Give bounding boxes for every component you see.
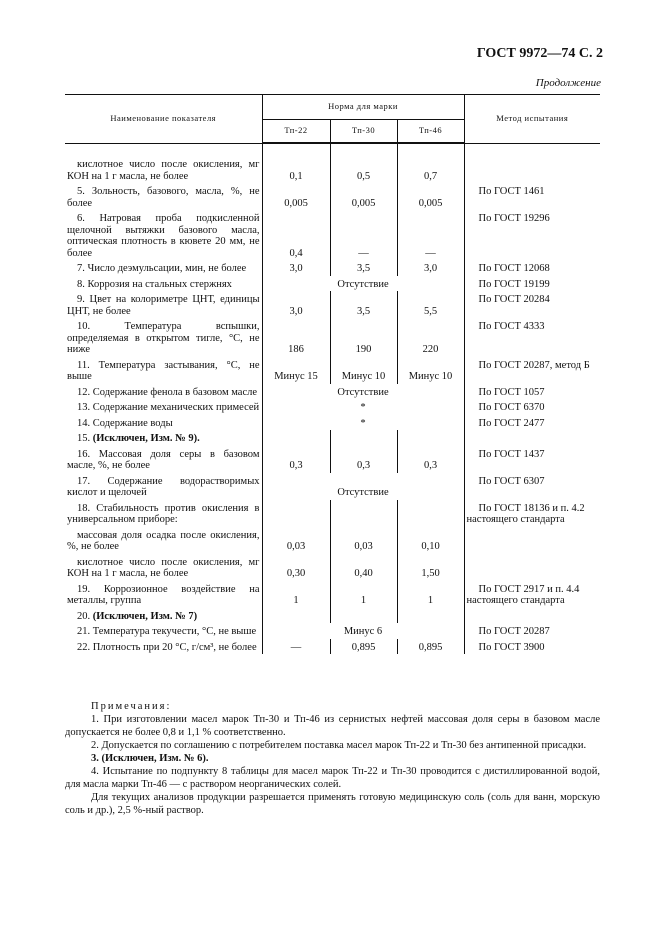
col-header-grade: Тп-46 — [397, 120, 464, 144]
notes — [65, 700, 600, 817]
row-name — [65, 276, 262, 292]
col-header-grade: Тп-22 — [262, 120, 330, 144]
grade-value — [262, 430, 330, 446]
grade-value: 0,5 — [330, 156, 397, 183]
grade-value: — — [262, 639, 330, 655]
grade-value: 0,1 — [262, 156, 330, 183]
grade-value: 3,0 — [397, 260, 464, 276]
specs-table — [65, 94, 600, 654]
row-name — [65, 430, 262, 446]
row-name-text: 7. Число деэмульсации, мин, не более — [77, 263, 247, 274]
test-method — [464, 430, 600, 446]
row-name-text: 16. Массовая доля серы в базовом масле, %, не более — [67, 448, 260, 471]
grade-value: 1,50 — [397, 554, 464, 581]
grade-value — [262, 500, 330, 527]
grade-value: 3,5 — [330, 260, 397, 276]
grade-value: 186 — [262, 318, 330, 357]
continuation-label: Продолжение — [535, 77, 601, 89]
row-name — [65, 500, 262, 527]
table-row — [65, 260, 600, 276]
grade-value: 220 — [397, 318, 464, 357]
grade-value: — — [330, 210, 397, 260]
row-name — [65, 318, 262, 357]
test-method — [464, 156, 600, 183]
grade-value: 3,5 — [330, 291, 397, 318]
table-row — [65, 276, 600, 292]
test-method: По ГОСТ 2917 и п. 4.4 настоящего стандарта — [464, 581, 600, 608]
row-name-text: 11. Температура застывания, °С, не выше — [67, 359, 260, 382]
row-name — [65, 446, 262, 473]
table-row — [65, 446, 600, 473]
col-header-grade: Тп-30 — [330, 120, 397, 144]
grade-value — [330, 608, 397, 624]
row-name-text: 6. Натровая проба подкисленной щелочной вытяжки базового масла, оптическая плотность в кювете 20 мм, не более — [67, 213, 260, 259]
grade-value: 0,895 — [330, 639, 397, 655]
row-name-text: 10. Температура вспышки, определяемая в открытом тигле, °С, не ниже — [67, 321, 260, 355]
row-name-text: массовая доля осадка после окисления, %, не более — [67, 529, 260, 552]
row-name-text: 19. Коррозионное воздействие на металлы, группа — [67, 583, 260, 606]
note-item: 3. (Исключен, Изм. № 6). — [91, 753, 209, 764]
row-name-text: 17. Содержание водорастворимых кислот и щелочей — [67, 475, 260, 498]
row-name — [65, 623, 262, 639]
row-name-text: 9. Цвет на колориметре ЦНТ, единицы ЦНТ, не более — [67, 294, 260, 317]
test-method: По ГОСТ 6370 — [464, 399, 600, 415]
merged-value: * — [262, 399, 464, 415]
row-name-text: 18. Стабильность против окисления в универсальном приборе: — [67, 502, 260, 525]
table-row — [65, 210, 600, 260]
row-name — [65, 473, 262, 500]
row-name — [65, 183, 262, 210]
table-row — [65, 623, 600, 639]
test-method: По ГОСТ 4333 — [464, 318, 600, 357]
grade-value: 0,40 — [330, 554, 397, 581]
page-header: ГОСТ 9972—74 С. 2 — [476, 46, 603, 61]
table-row — [65, 554, 600, 581]
test-method: По ГОСТ 1057 — [464, 384, 600, 400]
grade-value: 3,0 — [262, 260, 330, 276]
test-method: По ГОСТ 20284 — [464, 291, 600, 318]
grade-value: Минус 10 — [330, 357, 397, 384]
merged-value: Отсутствие — [262, 473, 464, 500]
table-row — [65, 156, 600, 183]
row-name — [65, 384, 262, 400]
grade-value — [397, 608, 464, 624]
test-method — [464, 554, 600, 581]
test-method — [464, 527, 600, 554]
table-row — [65, 473, 600, 500]
notes-title: Примечания: — [91, 701, 172, 712]
merged-value: Отсутствие — [262, 384, 464, 400]
row-name-text: 14. Содержание воды — [77, 417, 173, 429]
row-name — [65, 527, 262, 554]
grade-value: — — [397, 210, 464, 260]
table-row — [65, 318, 600, 357]
grade-value: 5,5 — [397, 291, 464, 318]
grade-value — [330, 500, 397, 527]
table-row — [65, 183, 600, 210]
merged-value: * — [262, 415, 464, 431]
note-item: 1. При изготовлении масел марок Тп-30 и Тп-46 из сернистых нефтей массовая доля серы в базовом масле допускается не более 0,8 и 1,1 % соответственно. — [65, 714, 600, 738]
grade-value: 0,03 — [330, 527, 397, 554]
table-row — [65, 357, 600, 384]
grade-value — [397, 500, 464, 527]
grade-value — [262, 608, 330, 624]
row-name-text: 15. — [77, 433, 93, 444]
row-name-text: 22. Плотность при 20 °С, г/см³, не более — [77, 641, 257, 653]
note-item: 4. Испытание по подпункту 8 таблицы для масел марок Тп-22 и Тп-30 проводится с дистиллированной водой, для масла марки Тп-46 — с раствором неорганических солей. — [65, 766, 600, 790]
row-name-text: 13. Содержание механических примесей — [77, 402, 260, 413]
row-name-text: кислотное число после окисления, мг КОН на 1 г масла, не более — [67, 556, 260, 579]
grade-value: 1 — [262, 581, 330, 608]
test-method — [464, 608, 600, 624]
grade-value: 0,7 — [397, 156, 464, 183]
row-name — [65, 399, 262, 415]
row-name — [65, 608, 262, 624]
row-name — [65, 639, 262, 655]
grade-value: 0,03 — [262, 527, 330, 554]
excluded-note: (Исключен, Изм. № 7) — [92, 610, 198, 622]
test-method: По ГОСТ 3900 — [464, 639, 600, 655]
table-row — [65, 639, 600, 655]
note-item: 2. Допускается по соглашению с потребителем поставка масел марок Тп-22 и Тп-30 без антипенной присадки. — [91, 740, 587, 751]
row-name-text: кислотное число после окисления, мг КОН на 1 г масла, не более — [67, 159, 260, 182]
test-method: По ГОСТ 1461 — [464, 183, 600, 210]
grade-value: Минус 15 — [262, 357, 330, 384]
row-name — [65, 156, 262, 183]
grade-value: 0,005 — [330, 183, 397, 210]
grade-value: Минус 10 — [397, 357, 464, 384]
row-name-text: 12. Содержание фенола в базовом масле — [77, 386, 258, 398]
test-method: По ГОСТ 18136 и п. 4.2 настоящего стандарта — [464, 500, 600, 527]
table-row — [65, 399, 600, 415]
col-header-name: Наименование показателя — [65, 95, 262, 144]
row-name — [65, 260, 262, 276]
table-row — [65, 500, 600, 527]
table-row — [65, 581, 600, 608]
col-header-method: Метод испытания — [464, 95, 600, 144]
test-method: По ГОСТ 6307 — [464, 473, 600, 500]
grade-value — [330, 430, 397, 446]
col-header-norm: Норма для марки — [262, 95, 464, 120]
grade-value: 1 — [397, 581, 464, 608]
row-name — [65, 581, 262, 608]
grade-value: 0,4 — [262, 210, 330, 260]
grade-value: 0,895 — [397, 639, 464, 655]
test-method: По ГОСТ 12068 — [464, 260, 600, 276]
grade-value: 0,3 — [397, 446, 464, 473]
test-method: По ГОСТ 20287, метод Б — [464, 357, 600, 384]
row-name — [65, 291, 262, 318]
note-item: Для текущих анализов продукции разрешается применять готовую медицинскую соль (соль для ванн, морскую соль и др.), 2,5 %-ный раствор. — [65, 792, 600, 816]
grade-value: 3,0 — [262, 291, 330, 318]
table-row — [65, 415, 600, 431]
grade-value: 0,30 — [262, 554, 330, 581]
excluded-note: (Исключен, Изм. № 9). — [92, 433, 200, 444]
merged-value: Отсутствие — [262, 276, 464, 292]
grade-value: 1 — [330, 581, 397, 608]
test-method: По ГОСТ 19199 — [464, 276, 600, 292]
table-row — [65, 527, 600, 554]
grade-value: 0,005 — [262, 183, 330, 210]
merged-value: Минус 6 — [262, 623, 464, 639]
grade-value: 190 — [330, 318, 397, 357]
row-name-text: 20. — [77, 610, 93, 622]
row-name-text: 21. Температура текучести, °С, не выше — [77, 626, 257, 637]
table-row — [65, 430, 600, 446]
test-method: По ГОСТ 19296 — [464, 210, 600, 260]
row-name — [65, 554, 262, 581]
grade-value: 0,3 — [262, 446, 330, 473]
test-method: По ГОСТ 20287 — [464, 623, 600, 639]
row-name-text: 5. Зольность, базового, масла, %, не более — [67, 186, 260, 209]
row-name — [65, 357, 262, 384]
grade-value: 0,10 — [397, 527, 464, 554]
table-row — [65, 291, 600, 318]
table-row — [65, 608, 600, 624]
grade-value — [397, 430, 464, 446]
test-method: По ГОСТ 2477 — [464, 415, 600, 431]
table-row — [65, 384, 600, 400]
test-method: По ГОСТ 1437 — [464, 446, 600, 473]
row-name-text: 8. Коррозия на стальных стержнях — [77, 278, 232, 290]
grade-value: 0,3 — [330, 446, 397, 473]
row-name — [65, 210, 262, 260]
grade-value: 0,005 — [397, 183, 464, 210]
row-name — [65, 415, 262, 431]
